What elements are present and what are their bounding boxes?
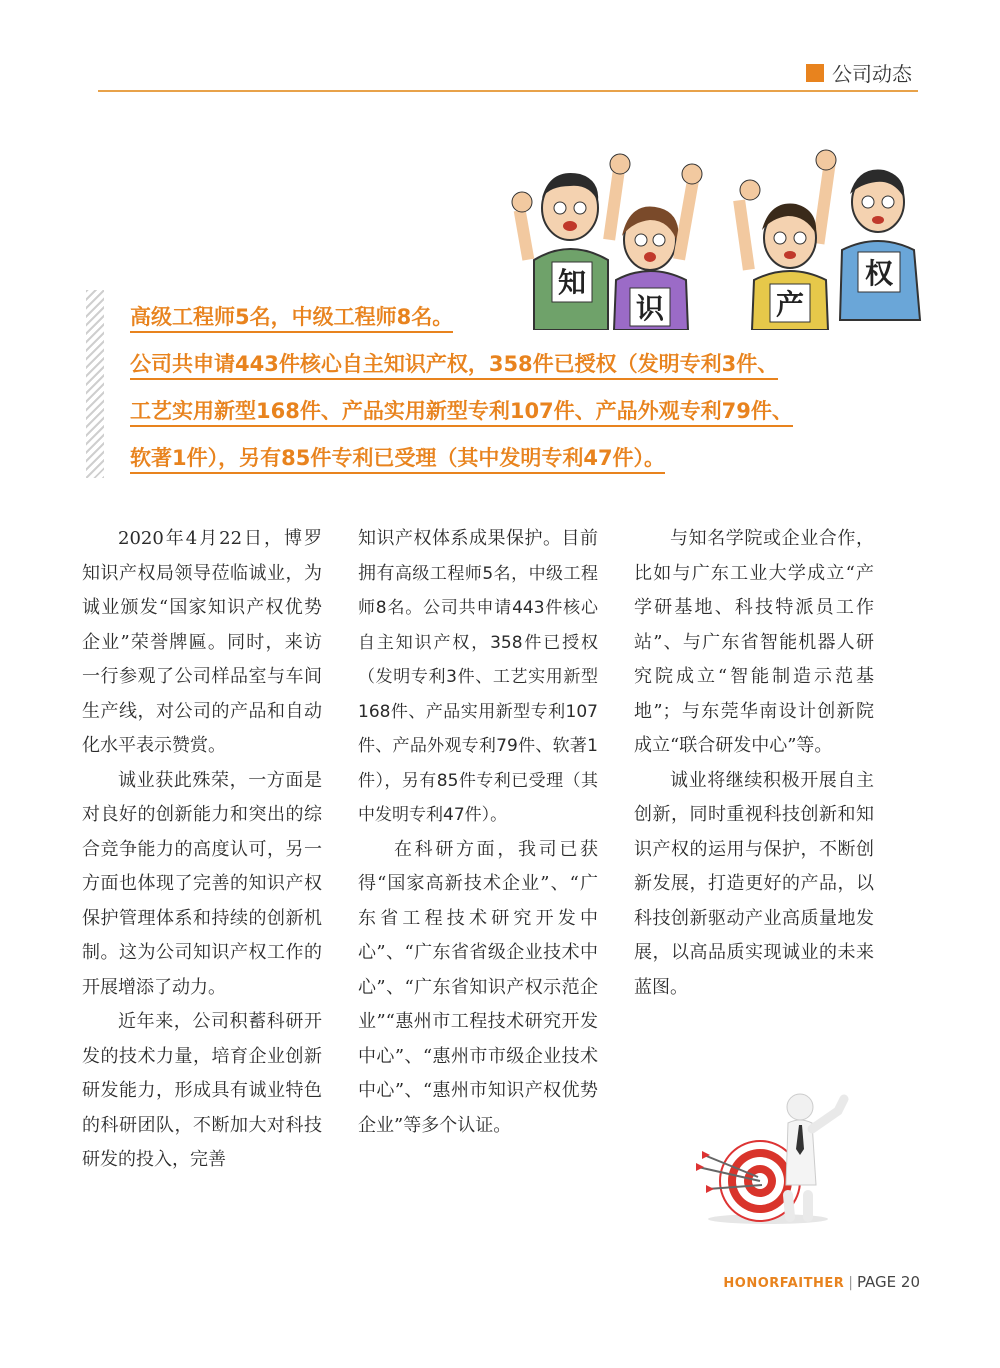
article-column-2	[358, 522, 598, 1143]
ip-char-1: 知	[557, 266, 587, 299]
footer-separator: |	[848, 1275, 853, 1291]
page-number: PAGE 20	[856, 1273, 920, 1291]
ip-char-3: 产	[775, 288, 805, 321]
paragraph	[358, 522, 598, 833]
brand-name: HONORFAITHER	[723, 1276, 845, 1291]
section-title: 公司动态	[832, 62, 912, 86]
article-column-3	[634, 522, 874, 1005]
paragraph-emphasis: 高级工程师5名，中级工程师8名。公司共申请443件核心自主知识产权，358件已授权（发明专利3件、工艺实用新型168件、产品实用新型专利107件、产品外观专利79件、软著1件），另有85件专利已受理（其中发明专利47件）。	[358, 563, 598, 825]
paragraph: 2020年4月22日，博罗知识产权局领导莅临诚业，为诚业颁发“国家知识产权优势企业”荣誉牌匾。同时，来访一行参观了公司样品室与车间生产线，对公司的产品和自动化水平表示赞赏。	[82, 528, 322, 756]
decorative-hatch	[86, 290, 104, 478]
paragraph: 在科研方面，我司已获得“国家高新技术企业”、“广东省工程技术研究开发中心”、“广东省省级企业技术中心”、“广东省知识产权示范企业”“惠州市工程技术研究开发中心”、“惠州市市级企业技术中心”、“惠州市知识产权优势企业”等多个认证。	[358, 838, 598, 1136]
highlight-line: 工艺实用新型168件、产品实用新型专利107件、产品外观专利79件、	[130, 388, 890, 435]
article-column-1	[82, 522, 322, 1178]
paragraph: 诚业获此殊荣，一方面是对良好的创新能力和突出的综合竞争能力的高度认可，另一方面也体现了完善的知识产权保护管理体系和持续的创新机制。这为公司知识产权工作的开展增添了动力。	[82, 769, 322, 998]
page-footer	[723, 1272, 920, 1291]
ip-char-4: 权	[864, 257, 894, 290]
paragraph: 与知名学院或企业合作，比如与广东工业大学成立“产学研基地、科技特派员工作站”、与广东省智能机器人研究院成立“智能制造示范基地”；与东莞华南设计创新院成立“联合研发中心”等。	[634, 528, 874, 756]
ip-char-2: 识	[635, 292, 665, 325]
paragraph: 诚业将继续积极开展自主创新，同时重视科技创新和知识产权的运用与保护，不断创新发展，打造更好的产品，以科技创新驱动产业高质量地发展，以高品质实现诚业的未来蓝图。	[634, 769, 874, 998]
section-marker	[806, 64, 824, 82]
highlight-line: 软著1件），另有85件专利已受理（其中发明专利47件）。	[130, 435, 890, 482]
highlight-block	[130, 294, 890, 482]
header-divider	[98, 90, 918, 92]
paragraph-lead: 知识产权体系成果保护。目前拥有	[358, 528, 598, 584]
highlight-line: 高级工程师5名，中级工程师8名。	[130, 294, 890, 341]
paragraph: 近年来，公司积蓄科研开发的技术力量，培育企业创新研发能力，形成具有诚业特色的科研团队，不断加大对科技研发的投入，完善	[82, 1011, 322, 1170]
highlight-line: 公司共申请443件核心自主知识产权，358件已授权（发明专利3件、	[130, 341, 890, 388]
target-illustration	[688, 1085, 878, 1225]
